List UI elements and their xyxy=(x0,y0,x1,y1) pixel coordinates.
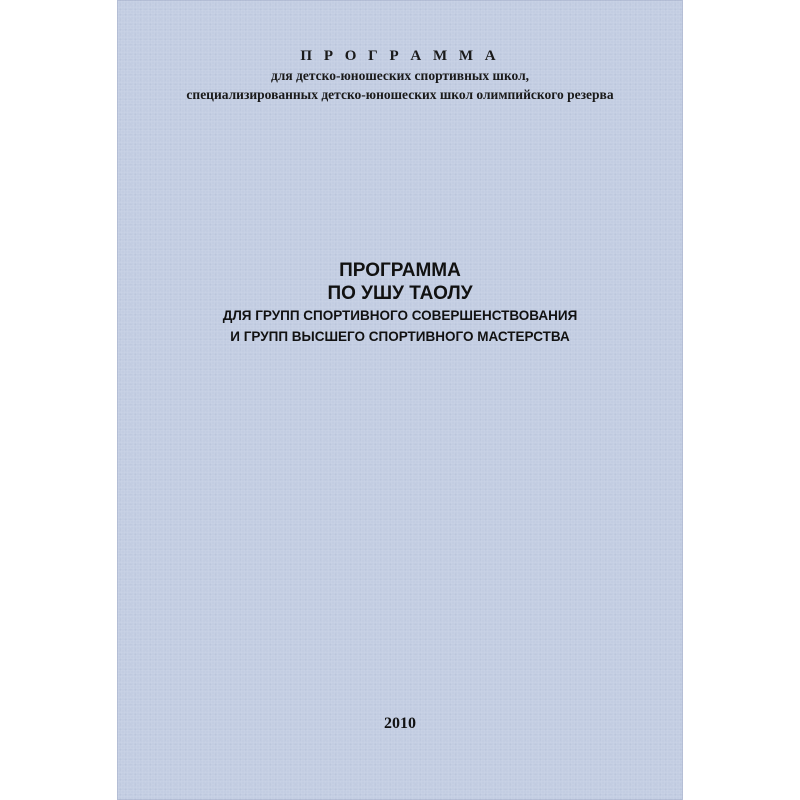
main-title-line2: ПО УШУ ТАОЛУ xyxy=(327,283,473,304)
cover-header xyxy=(117,46,683,104)
main-subtitle-line1: ДЛЯ ГРУПП СПОРТИВНОГО СОВЕРШЕНСТВОВАНИЯ xyxy=(222,308,578,323)
cover-main-title-block xyxy=(117,259,683,347)
main-subtitle-line2: И ГРУПП ВЫСШЕГО СПОРТИВНОГО МАСТЕРСТВА xyxy=(230,329,570,344)
main-title-line1: ПРОГРАММА xyxy=(339,260,461,281)
book-cover xyxy=(117,0,683,800)
header-subtitle-line1: для детско-юношеских спортивных школ, xyxy=(270,68,530,83)
header-subtitle-line2: специализированных детско-юношеских школ олимпийского резерва xyxy=(186,87,614,102)
publication-year: 2010 xyxy=(384,715,416,732)
header-title: П Р О Г Р А М М А xyxy=(300,48,500,64)
